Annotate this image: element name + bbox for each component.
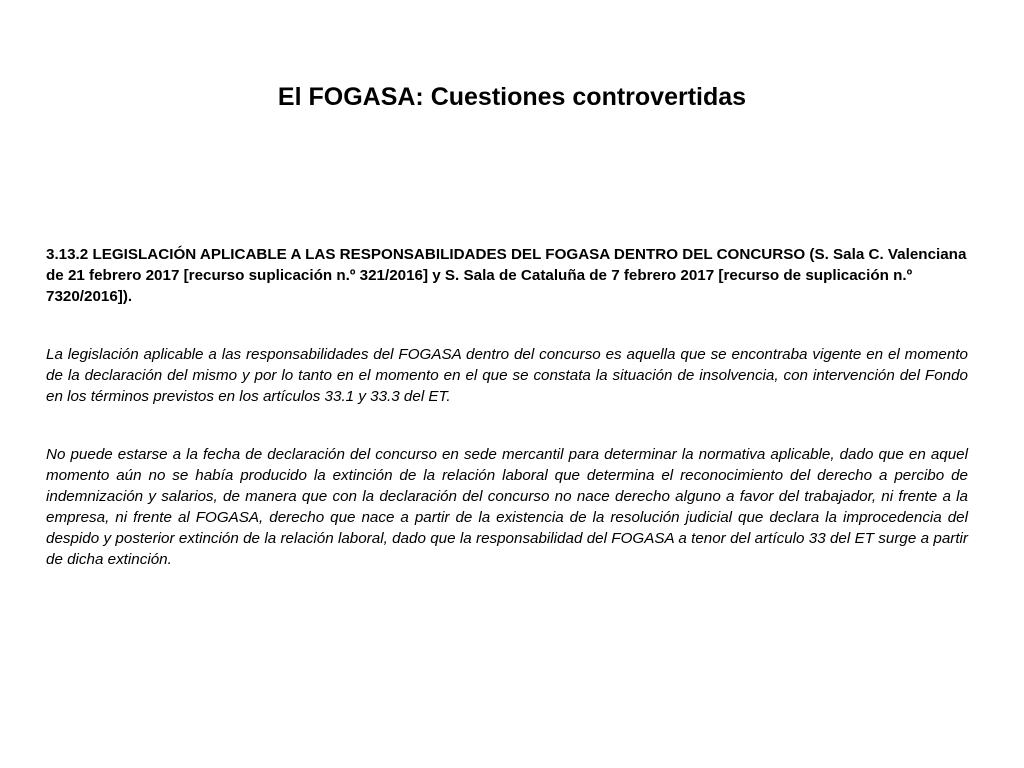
section-heading: 3.13.2 LEGISLACIÓN APLICABLE A LAS RESPONSABILIDADES DEL FOGASA DENTRO DEL CONCURSO (S. Sala C. Valenciana de 21 febrero 2017 [recurso suplicación n.º 321/2016] y S. Sala de Cataluña de 7 febrero 2017 [recurso de suplicación n.º 7320/2016]). xyxy=(46,246,967,305)
paragraph-applicable-legislation: La legislación aplicable a las responsabilidades del FOGASA dentro del concurso es aquella que se encontraba vigente en el momento de la declaración del mismo y por lo tanto en el momento en el que se constata la situación de insolvencia, con intervención del Fondo en los términos previstos en los artículos 33.1 y 33.3 del ET. xyxy=(46,346,968,405)
slide-content xyxy=(46,244,968,570)
paragraph-declaration-date: No puede estarse a la fecha de declaración del concurso en sede mercantil para determinar la normativa aplicable, dado que en aquel momento aún no se había producido la extinción de la relación laboral que determina el reconocimiento del derecho a percibo de indemnización y salarios, de manera que con la declaración del concurso no nace derecho alguno a favor del trabajador, ni frente a la empresa, ni frente al FOGASA, derecho que nace a partir de la existencia de la resolución judicial que declara la improcedencia del despido y posterior extinción de la relación laboral, dado que la responsabilidad del FOGASA a tenor del artículo 33 del ET surge a partir de dicha extinción. xyxy=(46,446,968,568)
slide-title: El FOGASA: Cuestiones controvertidas xyxy=(277,83,747,111)
